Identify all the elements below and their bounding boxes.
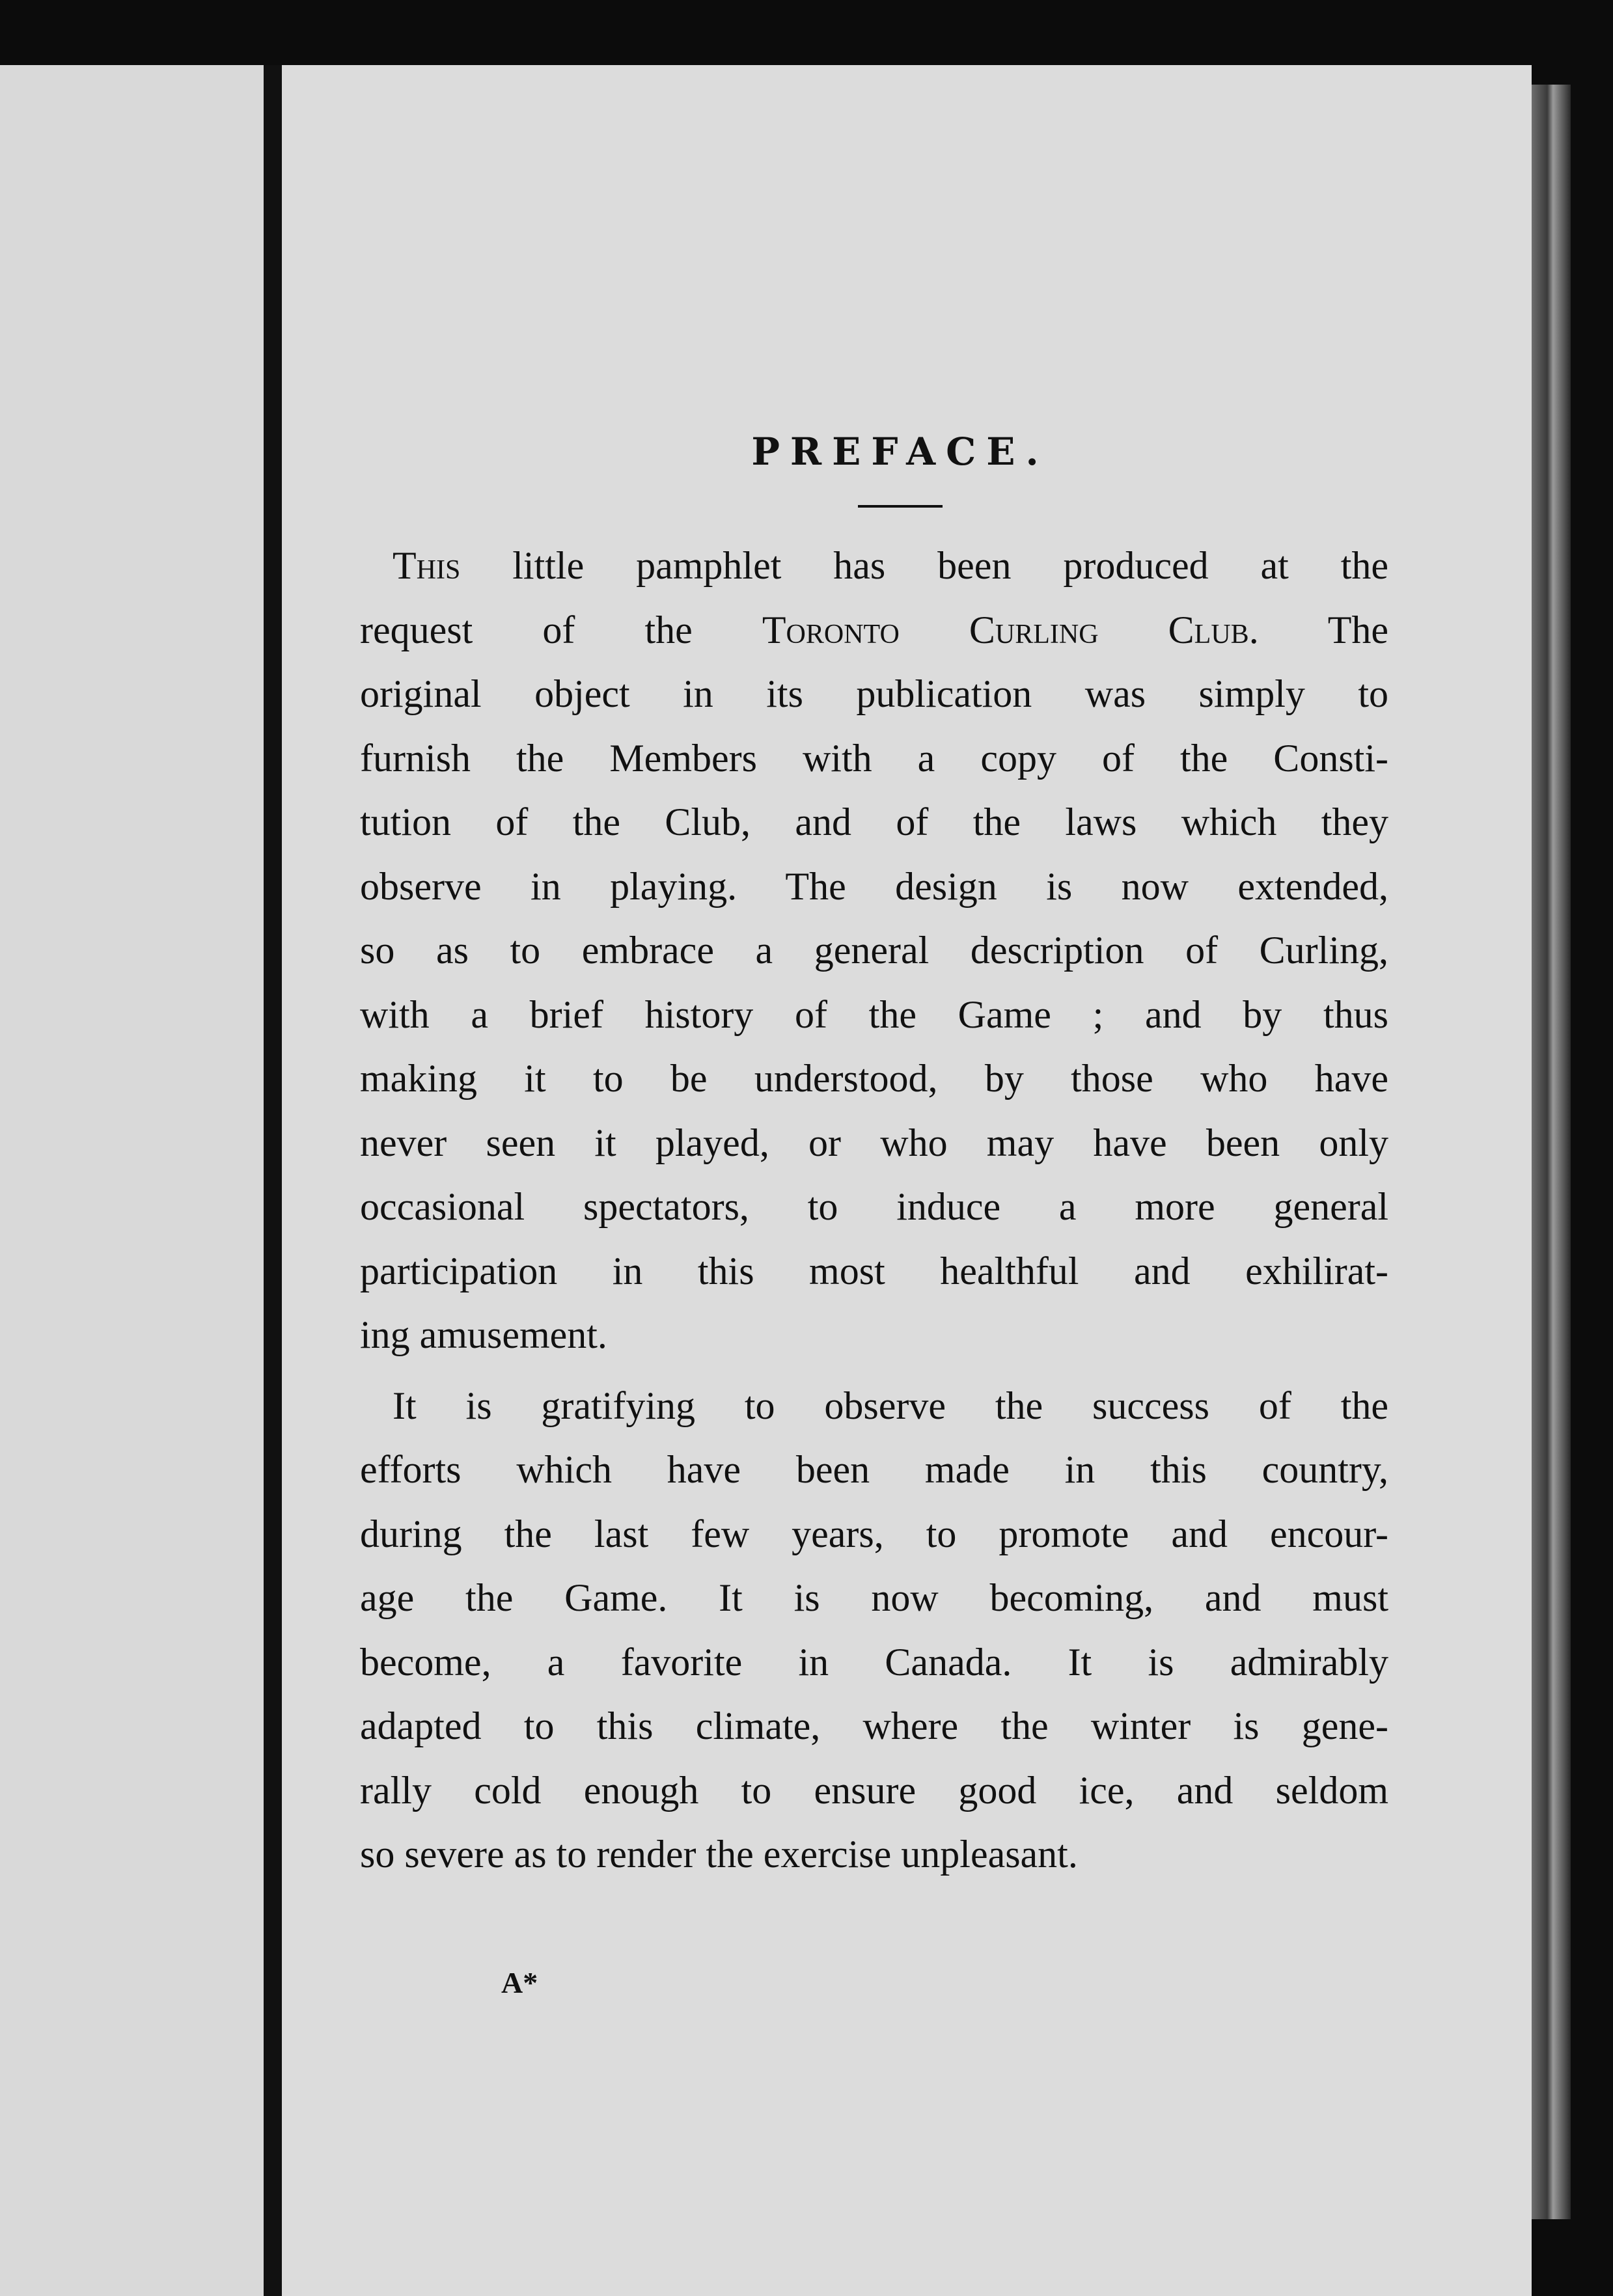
text-line [360, 598, 1388, 663]
text-line [360, 1046, 1388, 1111]
book-edge [1532, 85, 1571, 2219]
text-line [360, 1175, 1388, 1239]
text-line [360, 726, 1388, 791]
paragraph [360, 1374, 1388, 1887]
page-content [360, 430, 1388, 1887]
text-line [360, 1822, 1388, 1887]
text-line [360, 1758, 1388, 1823]
text-run: rally cold enough to ensure good ice, and seldom [360, 1768, 1388, 1812]
text-run: furnish the Members with a copy of the Consti- [360, 736, 1388, 780]
text-line [360, 918, 1388, 983]
text-line [360, 1111, 1388, 1175]
text-run: Toronto Curling Club [762, 608, 1249, 651]
text-run: never seen it played, or who may have been only [360, 1121, 1388, 1164]
text-run: occasional spectators, to induce a more general [360, 1185, 1388, 1228]
text-run: efforts which have been made in this country, [360, 1448, 1388, 1491]
text-run: making it to be understood, by those who have [360, 1057, 1388, 1100]
text-run: request of the [360, 608, 762, 651]
text-line [360, 1694, 1388, 1758]
text-line [360, 1566, 1388, 1630]
previous-page-edge [0, 65, 264, 2296]
text-line [360, 983, 1388, 1047]
text-run: become, a favorite in Canada. It is admirably [360, 1640, 1388, 1684]
text-line [360, 534, 1388, 598]
book-page [282, 65, 1532, 2296]
text-run: with a brief history of the Game ; and by thus [360, 992, 1388, 1036]
body-text [360, 534, 1388, 1887]
text-run: original object in its publication was simply to [360, 672, 1388, 715]
page-heading: PREFACE. [751, 430, 1049, 474]
signature-mark: A* [501, 1966, 538, 1999]
paragraph [360, 534, 1388, 1367]
text-line [360, 1438, 1388, 1502]
text-line [360, 790, 1388, 854]
text-line [360, 1303, 1388, 1367]
heading-rule [858, 505, 943, 508]
text-run: This [393, 544, 461, 587]
text-run: tution of the Club, and of the laws which they [360, 800, 1388, 843]
text-line [360, 1502, 1388, 1566]
text-run: age the Game. It is now becoming, and must [360, 1576, 1388, 1619]
text-run: observe in playing. The design is now extended, [360, 864, 1388, 908]
text-run: participation in this most healthful and exhilirat- [360, 1249, 1388, 1292]
text-line [360, 662, 1388, 726]
text-run: little pamphlet has been produced at the [460, 544, 1388, 587]
text-line [360, 854, 1388, 919]
text-run: so severe as to render the exercise unpleasant. [360, 1833, 1078, 1876]
text-run: ing amusement. [360, 1313, 607, 1356]
book-gutter [264, 65, 282, 2296]
text-run: It is gratifying to observe the success of the [393, 1384, 1388, 1427]
text-run: during the last few years, to promote and encour- [360, 1512, 1388, 1555]
text-run: so as to embrace a general description of Curling, [360, 929, 1388, 972]
text-line [360, 1374, 1388, 1438]
text-run: adapted to this climate, where the winter is gene- [360, 1704, 1388, 1747]
text-line [360, 1630, 1388, 1695]
text-run: . The [1248, 608, 1388, 651]
text-line [360, 1239, 1388, 1304]
